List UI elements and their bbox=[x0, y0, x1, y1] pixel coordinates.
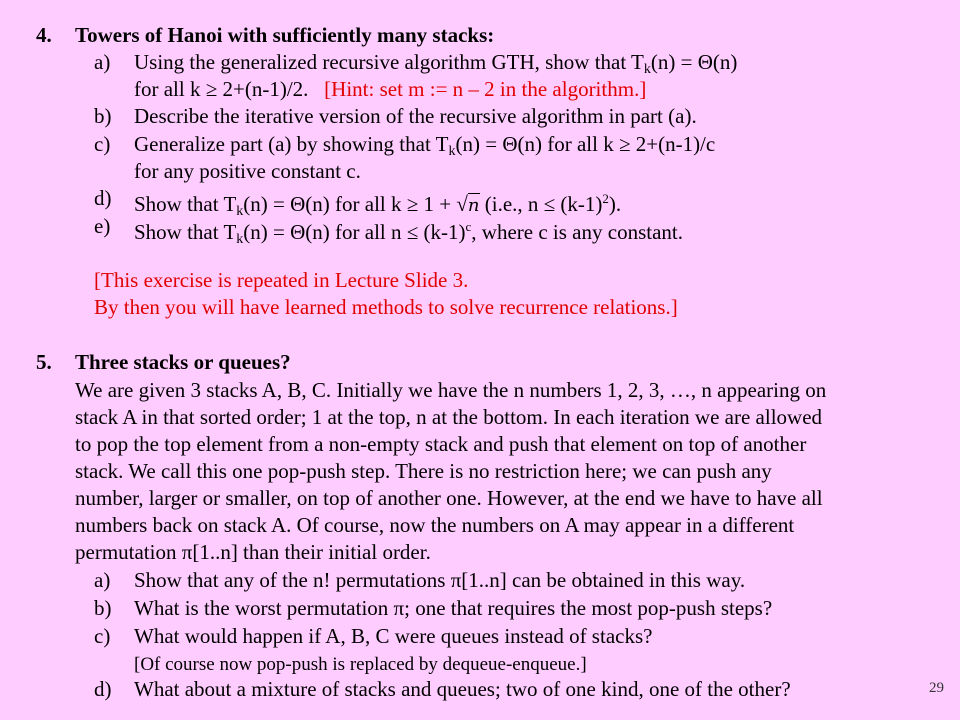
p4-e-line bbox=[134, 213, 683, 253]
p5-paragraph-line: stack A in that sorted order; 1 at the top, n at the bottom. In each iteration we are allowed bbox=[75, 405, 823, 429]
p4-a-hint: [Hint: set m := n – 2 in the algorithm.] bbox=[324, 77, 647, 101]
p4-note-line2: By then you will have learned methods to solve recurrence relations.] bbox=[94, 295, 678, 319]
problem-5-title: Three stacks or queues? bbox=[75, 350, 291, 374]
p4-a-label: a) bbox=[94, 50, 111, 74]
p4-c-text-end: (n) = Θ(n) for all k ≥ 2+(n-1)/c bbox=[455, 132, 716, 156]
problem-4-number: 4. bbox=[36, 23, 52, 47]
p4-c-line2: for any positive constant c. bbox=[134, 159, 361, 183]
p4-c-text: Generalize part (a) by showing that T bbox=[134, 132, 449, 156]
p4-e-text-end: , where c is any constant. bbox=[471, 220, 683, 244]
p4-d-subscript: k bbox=[236, 204, 244, 219]
p4-d-text-mid: (n) = Θ(n) for all k ≥ 1 + bbox=[243, 192, 457, 216]
p5-b-text: What is the worst permutation π; one that requires the most pop-push steps? bbox=[134, 596, 773, 620]
problem-4-title: Towers of Hanoi with sufficiently many stacks: bbox=[75, 23, 495, 47]
p4-note-line1: [This exercise is repeated in Lecture Slide 3. bbox=[94, 268, 469, 292]
p4-d-text: Show that T bbox=[134, 192, 237, 216]
p4-b-text: Describe the iterative version of the recursive algorithm in part (a). bbox=[134, 104, 697, 128]
p4-e-text: Show that T bbox=[134, 220, 237, 244]
p5-b-label: b) bbox=[94, 596, 112, 620]
p4-d-text-post: (i.e., n ≤ (k-1) bbox=[479, 192, 603, 216]
p4-a-text: Using the generalized recursive algorithm GTH, show that T bbox=[134, 50, 644, 74]
p4-a-subscript: k bbox=[643, 62, 651, 77]
page-number: 29 bbox=[929, 680, 944, 696]
p5-d-label: d) bbox=[94, 677, 112, 701]
p4-e-superscript: c bbox=[465, 219, 472, 234]
p4-b-label: b) bbox=[94, 104, 112, 128]
p4-e-label: e) bbox=[94, 214, 111, 238]
p5-paragraph-line: numbers back on stack A. Of course, now the numbers on A may appear in a different bbox=[75, 513, 795, 537]
p5-c-label: c) bbox=[94, 624, 111, 648]
sqrt-symbol: √ bbox=[456, 192, 468, 216]
p5-c-note: [Of course now pop-push is replaced by dequeue-enqueue.] bbox=[134, 654, 587, 675]
p5-paragraph-line: permutation π[1..n] than their initial order. bbox=[75, 540, 431, 564]
p5-c-text: What would happen if A, B, C were queues instead of stacks? bbox=[134, 624, 653, 648]
p5-d-text: What about a mixture of stacks and queues; two of one kind, one of the other? bbox=[134, 677, 791, 701]
p5-paragraph-line: stack. We call this one pop-push step. There is no restriction here; we can push any bbox=[75, 459, 772, 483]
p4-e-text-mid: (n) = Θ(n) for all n ≤ (k-1) bbox=[243, 220, 466, 244]
p4-a-line2 bbox=[134, 76, 646, 103]
p4-d-text-end: ). bbox=[608, 192, 622, 216]
problem-5-number: 5. bbox=[36, 350, 52, 374]
p5-a-label: a) bbox=[94, 568, 111, 592]
p4-d-superscript: 2 bbox=[602, 191, 609, 206]
p5-a-text: Show that any of the n! permutations π[1..n] can be obtained in this way. bbox=[134, 568, 746, 592]
p4-a-condition: for all k ≥ 2+(n-1)/2. bbox=[134, 77, 309, 101]
p4-a-text-end: (n) = Θ(n) bbox=[650, 50, 738, 74]
p4-c-subscript: k bbox=[448, 144, 456, 159]
p5-paragraph-line: number, larger or smaller, on top of another one. However, at the end we have to have all bbox=[75, 486, 823, 510]
p4-d-label: d) bbox=[94, 186, 112, 210]
p5-paragraph-line: We are given 3 stacks A, B, C. Initially we have the n numbers 1, 2, 3, …, n appearing on bbox=[75, 378, 827, 402]
p4-c-label: c) bbox=[94, 132, 111, 156]
p4-e-subscript: k bbox=[236, 232, 244, 247]
p5-paragraph-line: to pop the top element from a non-empty stack and push that element on top of another bbox=[75, 432, 807, 456]
sqrt-argument: n bbox=[467, 195, 480, 216]
